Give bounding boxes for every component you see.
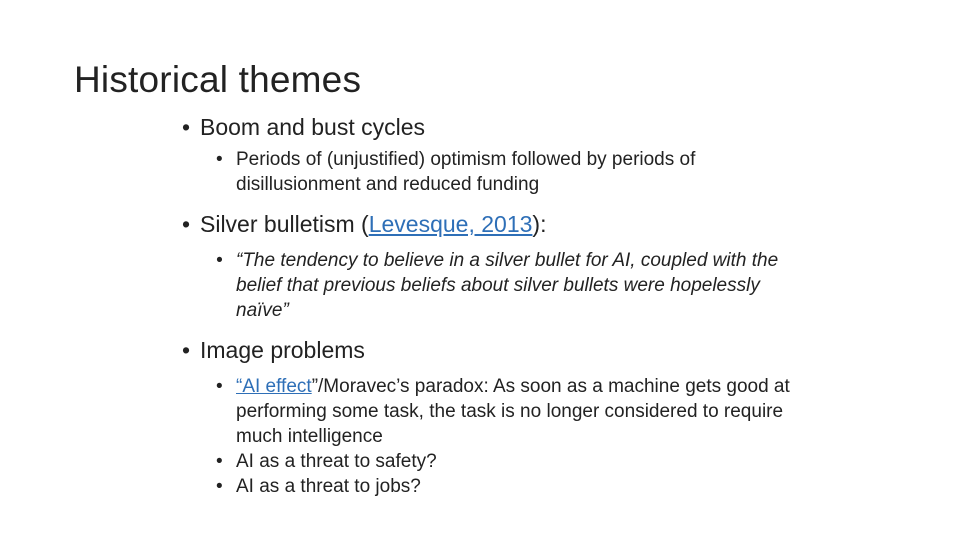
threat-jobs-text: AI as a threat to jobs? <box>236 476 421 497</box>
silver-bulletism-prefix: Silver bulletism ( <box>200 211 369 237</box>
bullet-silver-bulletism <box>180 209 820 239</box>
sub-bullet-silver-quote <box>215 248 796 323</box>
silver-quote-text: “The tendency to believe in a silver bullet for AI, coupled with the belief that previous beliefs about silver bullets were hopelessly naïve” <box>236 250 779 321</box>
silver-bulletism-suffix: ): <box>532 211 547 237</box>
sub-bullet-ai-effect <box>215 374 796 449</box>
levesque-citation-link[interactable]: Levesque, 2013 <box>368 211 533 237</box>
threat-safety-text: AI as a threat to safety? <box>236 451 437 472</box>
bullet-image-problems-subitems <box>180 374 820 499</box>
ai-effect-rest: ”/Moravec’s paradox: As soon as a machine gets good at performing some task, the task is no longer considered to require much intelligence <box>236 376 790 447</box>
sub-bullet-optimism <box>215 147 796 197</box>
bullet-image-problems <box>180 335 820 365</box>
sub-bullet-threat-jobs <box>215 474 796 499</box>
slide-content <box>180 112 820 499</box>
bullet-boom-bust-label: Boom and bust cycles <box>200 114 426 140</box>
bullet-silver-bulletism-subitems <box>180 248 820 323</box>
bullet-boom-bust-subitems <box>180 147 820 197</box>
sub-bullet-optimism-text: Periods of (unjustified) optimism followed by periods of disillusionment and reduced funding <box>236 149 696 195</box>
bullet-boom-bust <box>180 112 820 142</box>
ai-effect-link[interactable]: “AI effect <box>236 376 312 397</box>
bullet-image-problems-label: Image problems <box>200 337 365 363</box>
sub-bullet-threat-safety <box>215 449 796 474</box>
slide-title: Historical themes <box>74 59 362 100</box>
